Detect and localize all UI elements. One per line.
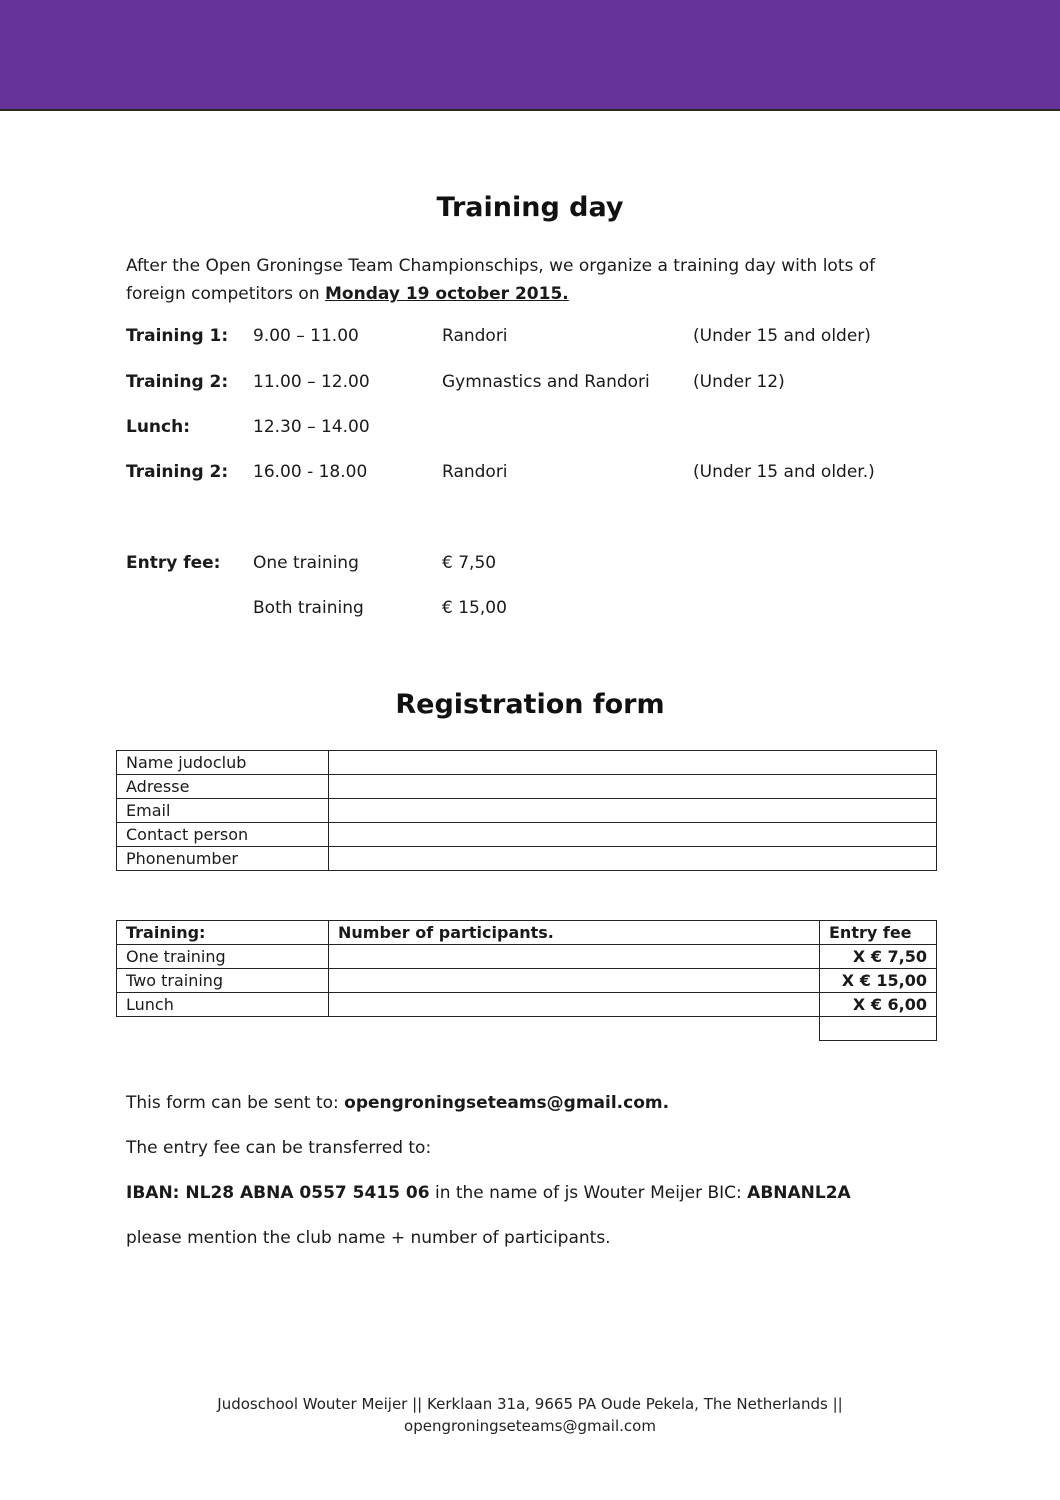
table-row: [117, 993, 937, 1017]
schedule-activity: Randori: [442, 326, 508, 346]
table-row: [117, 847, 937, 871]
field-label: Phonenumber: [117, 847, 329, 871]
email-field[interactable]: [329, 799, 937, 823]
table-row: [117, 969, 937, 993]
entry-fee-label: Entry fee:: [126, 553, 221, 573]
registration-table: [116, 750, 937, 871]
schedule-label: Training 2:: [126, 372, 229, 392]
intro-paragraph: [126, 252, 926, 308]
participants-field[interactable]: [329, 993, 820, 1017]
schedule-row: [0, 417, 1060, 443]
schedule-label: Training 2:: [126, 462, 229, 482]
schedule-label: Training 1:: [126, 326, 229, 346]
bic: ABNANL2A: [747, 1183, 851, 1203]
training-type: Two training: [117, 969, 329, 993]
intro-date: Monday 19 october 2015.: [325, 284, 569, 304]
iban-rest: in the name of js Wouter Meijer BIC:: [429, 1183, 748, 1203]
field-label: Name judoclub: [117, 751, 329, 775]
registration-title: Registration form: [395, 689, 665, 720]
address-field[interactable]: [329, 775, 937, 799]
total-field[interactable]: [820, 1017, 937, 1041]
participants-field[interactable]: [329, 945, 820, 969]
send-line: [126, 1093, 669, 1113]
field-label: Contact person: [117, 823, 329, 847]
training-type: Lunch: [117, 993, 329, 1017]
training-day-title: Training day: [436, 192, 624, 223]
table-row: [117, 751, 937, 775]
fees-table: [116, 920, 937, 1041]
schedule-activity: Randori: [442, 462, 508, 482]
mention-text: please mention the club name + number of participants.: [126, 1228, 611, 1248]
schedule-time: 16.00 - 18.00: [253, 462, 368, 482]
entry-fee-price: € 7,50: [442, 553, 497, 573]
field-label: Adresse: [117, 775, 329, 799]
intro-text: After the Open Groningse Team Championschips, we organize a training day with lots of foreign competitors on: [126, 256, 876, 304]
schedule-label: Lunch:: [126, 417, 191, 437]
table-row: [117, 799, 937, 823]
phonenumber-field[interactable]: [329, 847, 937, 871]
judoclub-name-field[interactable]: [329, 751, 937, 775]
footer-address: Judoschool Wouter Meijer || Kerklaan 31a, 9665 PA Oude Pekela, The Netherlands ||: [217, 1395, 843, 1413]
schedule-group: (Under 15 and older): [693, 326, 871, 346]
column-header: Training:: [117, 921, 329, 945]
entry-fee-amount: X € 15,00: [820, 969, 937, 993]
table-row: [117, 945, 937, 969]
field-label: Email: [117, 799, 329, 823]
entry-fee-option: Both training: [253, 598, 364, 618]
schedule-row: [0, 372, 1060, 398]
schedule-activity: Gymnastics and Randori: [442, 372, 650, 392]
contact-person-field[interactable]: [329, 823, 937, 847]
table-row: [117, 823, 937, 847]
column-header: Entry fee: [820, 921, 937, 945]
entry-fee-option: One training: [253, 553, 359, 573]
schedule-time: 12.30 – 14.00: [253, 417, 370, 437]
entry-fee-amount: X € 6,00: [820, 993, 937, 1017]
entry-fee-price: € 15,00: [442, 598, 507, 618]
entry-fee-row: [0, 553, 1060, 579]
header-band: [0, 0, 1060, 111]
table-header-row: [117, 921, 937, 945]
schedule-group: (Under 15 and older.): [693, 462, 875, 482]
send-email: opengroningseteams@gmail.com.: [344, 1093, 670, 1113]
send-text: This form can be sent to:: [126, 1093, 345, 1113]
transfer-text: The entry fee can be transferred to:: [126, 1138, 432, 1158]
schedule-time: 11.00 – 12.00: [253, 372, 370, 392]
participants-field[interactable]: [329, 969, 820, 993]
table-row: [117, 775, 937, 799]
entry-fee-row: [0, 598, 1060, 624]
iban-line: [126, 1183, 851, 1203]
entry-fee-amount: X € 7,50: [820, 945, 937, 969]
training-type: One training: [117, 945, 329, 969]
schedule-time: 9.00 – 11.00: [253, 326, 359, 346]
footer-email: opengroningseteams@gmail.com: [404, 1417, 656, 1435]
schedule-group: (Under 12): [693, 372, 785, 392]
schedule-row: [0, 462, 1060, 488]
column-header: Number of participants.: [329, 921, 820, 945]
schedule-row: [0, 326, 1060, 352]
iban: IBAN: NL28 ABNA 0557 5415 06: [126, 1183, 430, 1203]
total-row: [117, 1017, 937, 1041]
